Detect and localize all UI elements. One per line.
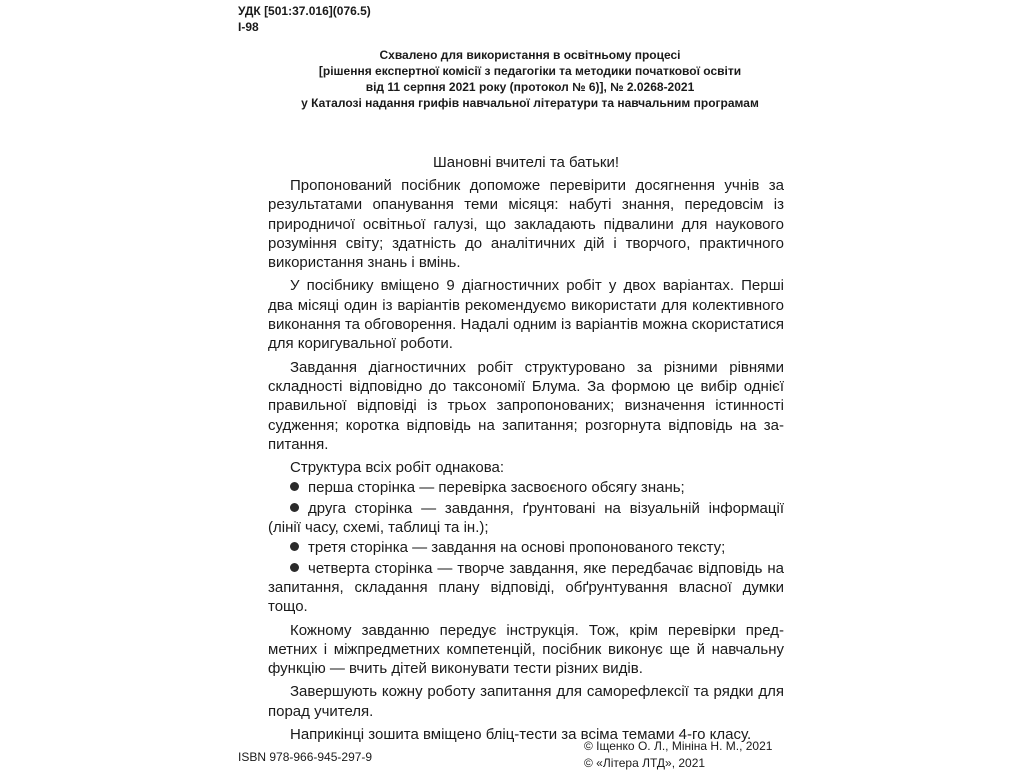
structure-intro: Структура всіх робіт однакова: [290, 459, 505, 477]
paragraph: Пропонований посібник допоможе перевірити досягнення учнів за результатами опанування теми місяця: набуті знання, передовсім із природничої освітньої галузі, що закладають підвалини для наукового розуміння світу; здатність до аналітичних дій і творчого, практичного використання знань і вмінь. [268, 177, 784, 272]
udk-code: УДК [501:37.016](076.5) [238, 4, 371, 18]
paragraph: Завдання діагностичних робіт структуровано за різними рівнями складності відповідно до таксономії Блума. За формою це вибір однієї правильної відповіді із трьох запропонованих; визначення істинності судження; коротка відповідь на запитання; розгорнута відповідь на запитання. [268, 358, 784, 453]
isbn: ISBN 978-966-945-297-9 [238, 750, 373, 764]
paragraph: Наприкінці зошита вміщено бліц-тести за всіма темами 4-го класу. [290, 726, 752, 744]
list-item-text: перша сторінка — перевірка засвоєного обсягу знань; [308, 479, 685, 497]
copyright-publisher: © «Літера ЛТД», 2021 [584, 756, 706, 770]
bullet-icon [290, 563, 299, 572]
approval-line: [рішення експертної комісії з педагогіки та методики початкової освіти [318, 64, 742, 78]
list-item [268, 499, 784, 538]
udk-block [238, 3, 371, 35]
approval-line: від 11 серпня 2021 року (протокол № 6)], № 2.0268-2021 [365, 80, 695, 94]
copyright-block [584, 738, 772, 772]
paragraph: Завершують кожну роботу запитання для саморефлексії та рядки для порад учителя. [268, 683, 784, 720]
bullet-icon [290, 503, 299, 512]
preface-body [268, 176, 784, 748]
copyright-authors: © Іщенко О. Л., Мініна Н. М., 2021 [584, 739, 773, 753]
list-item-text: третя сторінка — завдання на основі пропонованого тексту; [308, 539, 726, 557]
list-item [268, 478, 784, 497]
list-item [268, 559, 784, 617]
bullet-icon [290, 482, 299, 491]
page-title: Шановні вчителі та батьки! [432, 154, 620, 171]
list-item-text: друга сторінка — завдання, ґрунтовані на візуальній інформації (лінії часу, схемі, таблиці та ін.); [268, 499, 784, 537]
paragraph: У посібнику вміщено 9 діагностичних робіт у двох варіантах. Перші два місяці один із варіантів рекомендуємо використати для колективного виконання та обговорення. Надалі одним із варіантів можна скористатися для коригувальної роботи. [268, 277, 784, 353]
list-item [268, 538, 784, 557]
approval-line: у Каталозі надання грифів навчальної літератури та навчальним програмам [301, 96, 759, 110]
list-item-text: четверта сторінка — творче завдання, яке передбачає відповідь на запитання, складання плану відповіді, обґрунтування власної думки тощо. [268, 559, 784, 616]
approval-line: Схвалено для використання в освітньому процесі [379, 48, 681, 62]
approval-stamp [270, 47, 790, 111]
bullet-icon [290, 542, 299, 551]
paragraph: Кожному завданню передує інструкція. Тож, крім перевірки предметних і міжпредметних компетенцій, посібник виконує ще й навчальну функцію — вчить дітей виконувати тести різних видів. [268, 621, 784, 678]
author-index: І-98 [238, 20, 259, 34]
